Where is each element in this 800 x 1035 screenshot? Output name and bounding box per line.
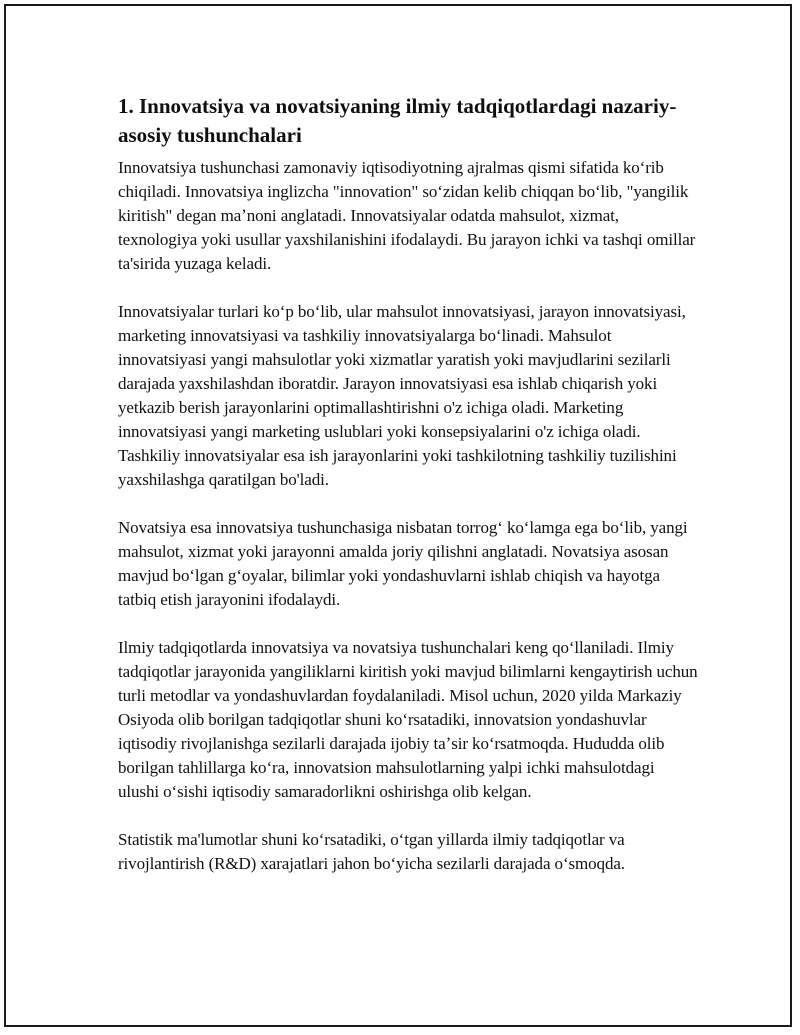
paragraph-statistics: Statistik ma'lumotlar shuni koʻrsatadiki, oʻtgan yillarda ilmiy tadqiqotlar va rivojlantirish (R&D) xarajatlari jahon boʻyicha sezilarli darajada oʻsmoqda. xyxy=(118,830,625,873)
section-heading: 1. Innovatsiya va novatsiyaning ilmiy tadqiqotlardagi nazariy-asosiy tushunchalari xyxy=(118,94,677,147)
paragraph-innovation-types: Innovatsiyalar turlari koʻp boʻlib, ular mahsulot innovatsiyasi, jarayon innovatsiyasi, marketing innovatsiyasi va tashkiliy innovatsiyalarga boʻlinadi. Mahsulot innovatsiyasi yangi mahsulotlar yoki xizmatlar yaratish yoki mavjudlarini sezilarli darajada yaxshilashdan iboratdir. Jarayon innovatsiyasi esa ishlab chiqarish yoki yetkazib berish jarayonlarini optimallashtirishni o'z ichiga oladi. Marketing innovatsiyasi yangi marketing uslublari yoki konsepsiyalarini o'z ichiga oladi. Tashkiliy innovatsiyalar esa ish jarayonlarini yoki tashkilotning tashkiliy tuzilishini yaxshilashga qaratilgan bo'ladi. xyxy=(118,302,686,489)
paragraph-scientific-research: Ilmiy tadqiqotlarda innovatsiya va novatsiya tushunchalari keng qoʻllaniladi. Ilmiy tadqiqotlar jarayonida yangiliklarni kiritish yoki mavjud bilimlarni kengaytirish uchun turli metodlar va yondashuvlardan foydalaniladi. Misol uchun, 2020 yilda Markaziy Osiyoda olib borilgan tadqiqotlar shuni koʻrsatadiki, innovatsion yondashuvlar iqtisodiy rivojlanishga sezilarli darajada ijobiy taʼsir koʻrsatmoqda. Hududda olib borilgan tahlillarga koʻra, innovatsion mahsulotlarning yalpi ichki mahsulotdagi ulushi oʻsishi iqtisodiy samaradorlikni oshirishga olib kelgan. xyxy=(118,638,698,801)
document-body xyxy=(118,92,698,876)
paragraph-innovation-definition: Innovatsiya tushunchasi zamonaviy iqtisodiyotning ajralmas qismi sifatida koʻrib chiqiladi. Innovatsiya inglizcha "innovation" soʻzidan kelib chiqqan boʻlib, "yangilik kiritish" degan maʼnoni anglatadi. Innovatsiyalar odatda mahsulot, xizmat, texnologiya yoki usullar yaxshilanishini ifodalaydi. Bu jarayon ichki va tashqi omillar ta'sirida yuzaga keladi. xyxy=(118,158,696,273)
paragraph-novation-definition: Novatsiya esa innovatsiya tushunchasiga nisbatan torrogʻ koʻlamga ega boʻlib, yangi mahsulot, xizmat yoki jarayonni amalda joriy qilishni anglatadi. Novatsiya asosan mavjud boʻlgan gʻoyalar, bilimlar yoki yondashuvlarni ishlab chiqish va hayotga tatbiq etish jarayonini ifodalaydi. xyxy=(118,518,688,609)
